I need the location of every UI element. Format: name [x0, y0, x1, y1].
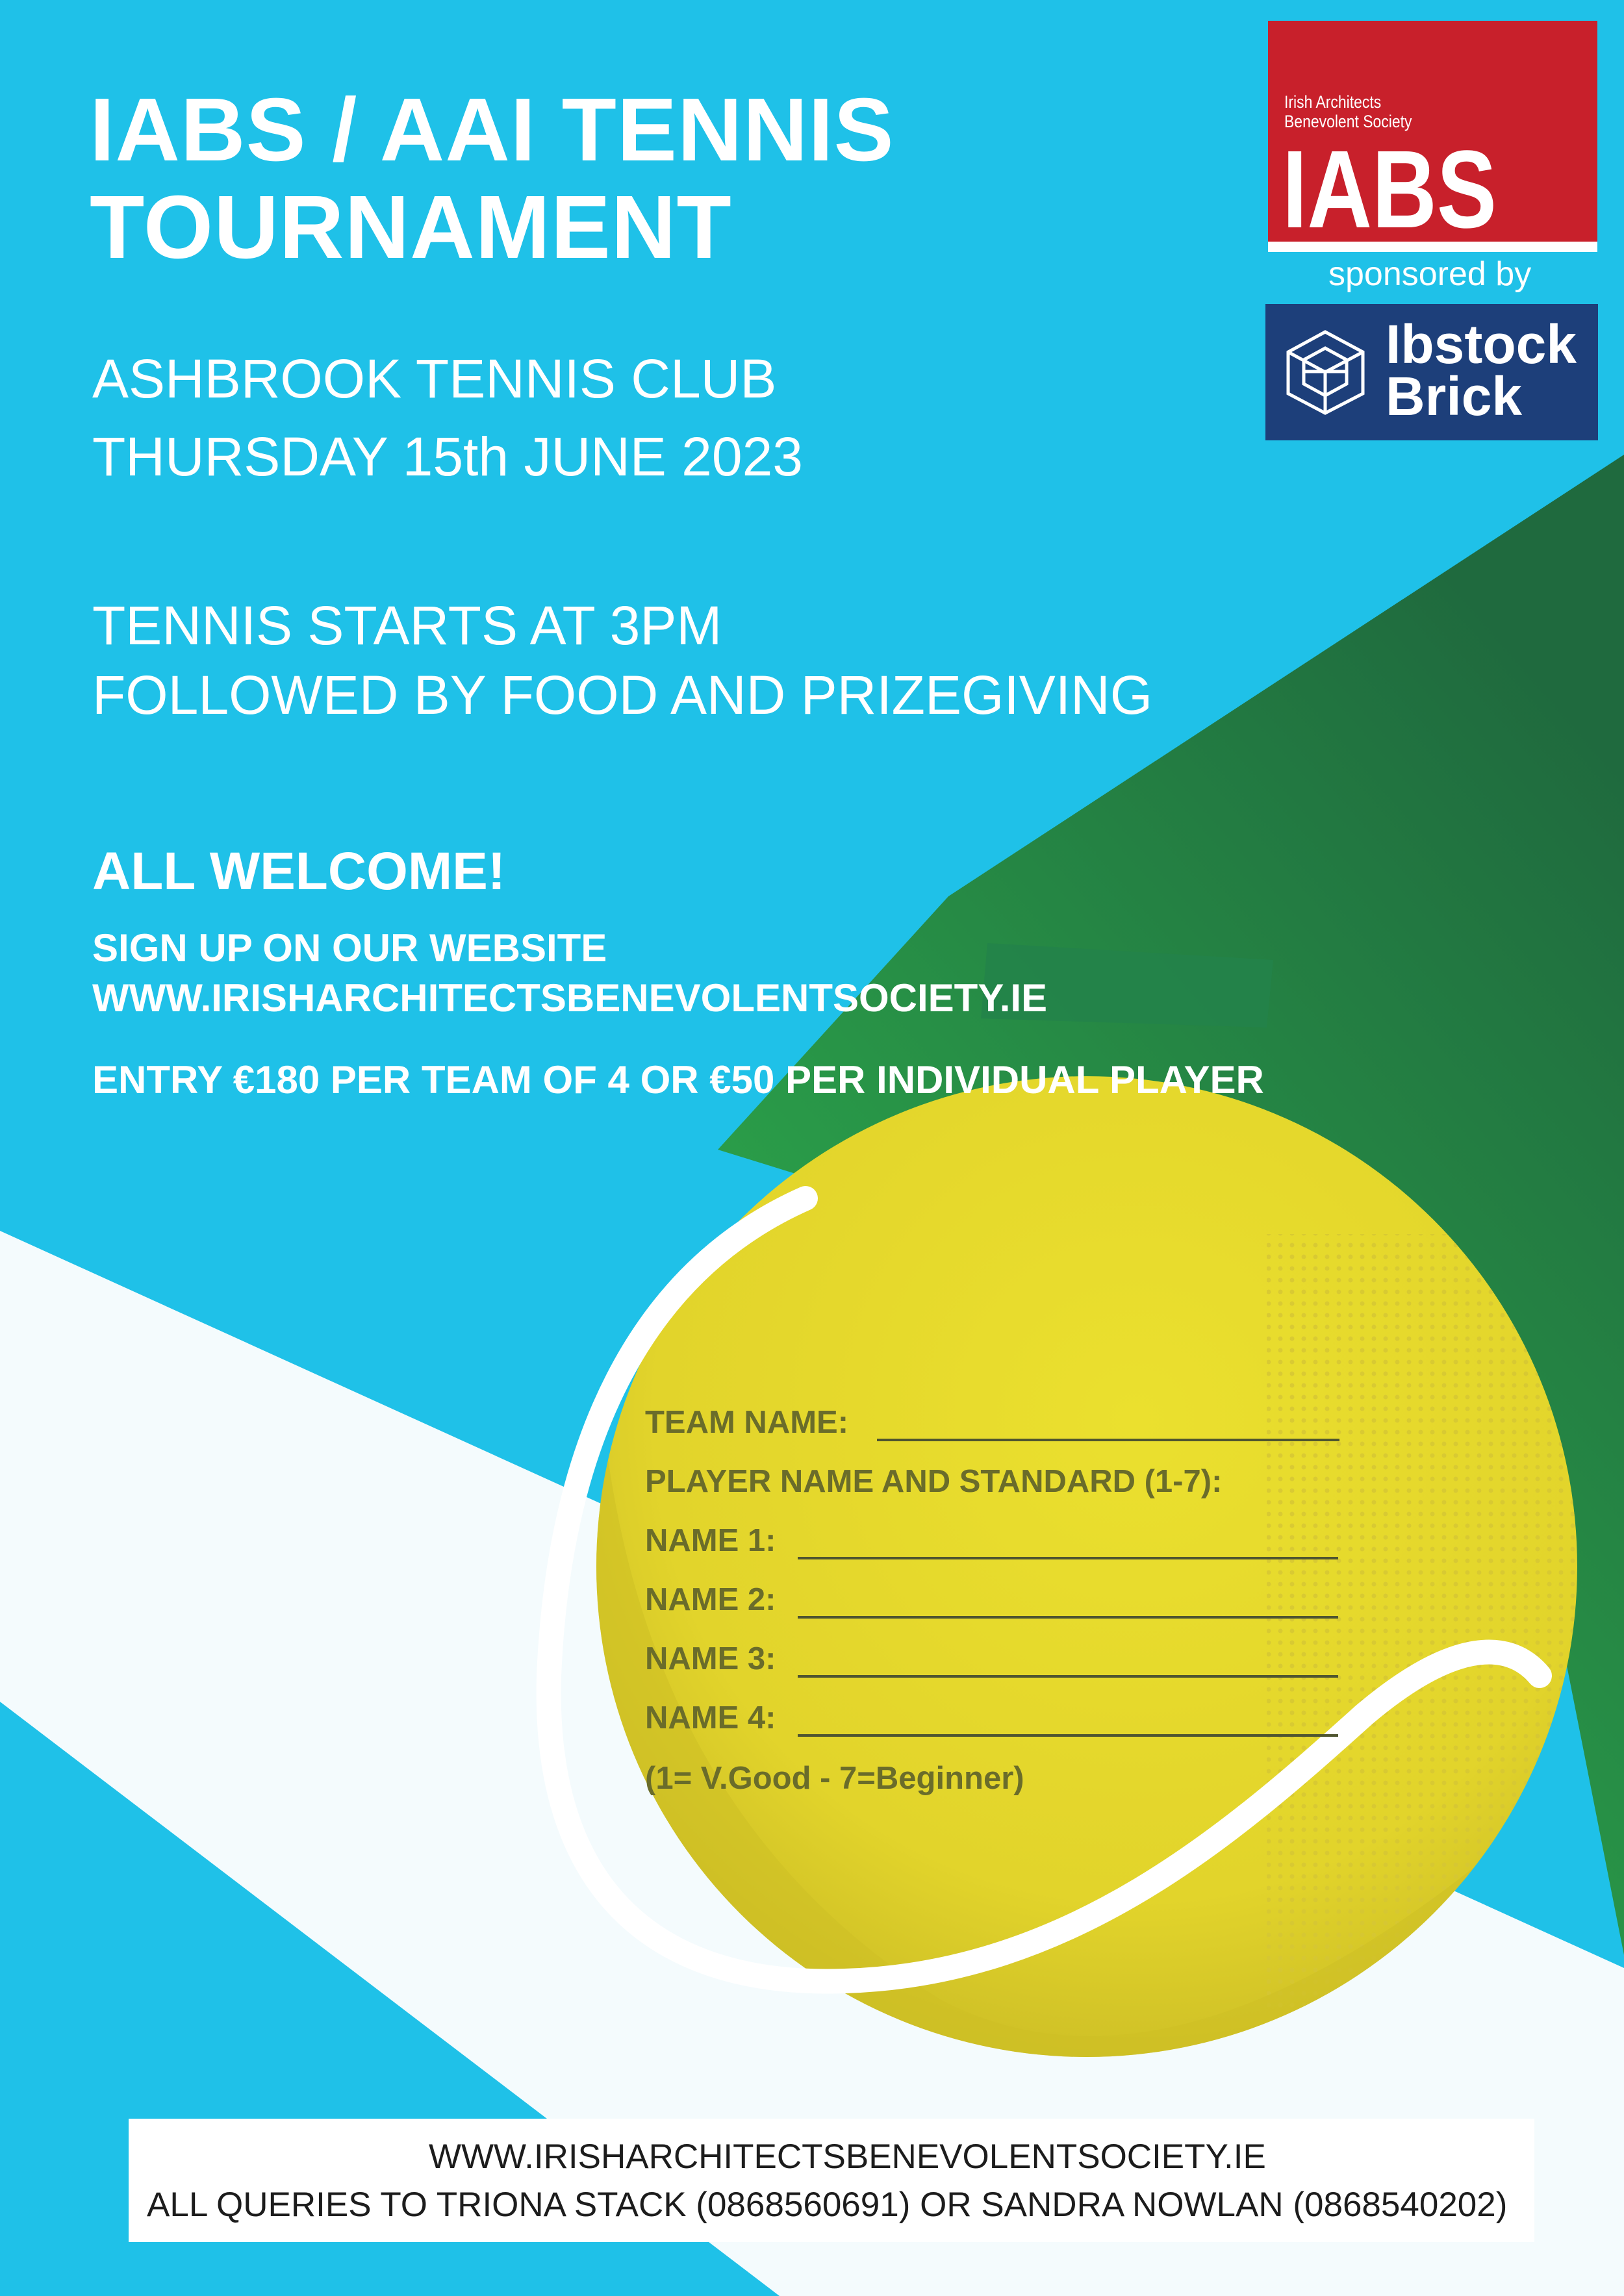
- iabs-logo-line-2: Benevolent Society: [1284, 112, 1412, 131]
- event-date: THURSDAY 15th JUNE 2023: [92, 426, 804, 487]
- start-time: TENNIS STARTS AT 3PM: [92, 595, 722, 656]
- name-2-field[interactable]: [798, 1616, 1338, 1619]
- venue: ASHBROOK TENNIS CLUB: [92, 348, 777, 409]
- footer-box: [129, 2119, 1534, 2242]
- name-3-field[interactable]: [798, 1675, 1338, 1678]
- ibstock-cube-icon: [1282, 329, 1369, 416]
- iabs-logo-line-1: Irish Architects: [1284, 92, 1382, 112]
- entry-fee: ENTRY €180 PER TEAM OF 4 OR €50 PER INDIVIDUAL PLAYER: [92, 1058, 1264, 1102]
- ibstock-line-1: Ibstock: [1386, 314, 1577, 375]
- name-2-label: NAME 2:: [645, 1582, 776, 1617]
- title-line-1: IABS / AAI TENNIS: [90, 80, 894, 180]
- ibstock-brick-logo: [1265, 304, 1598, 440]
- iabs-logo-bar: [1268, 242, 1597, 252]
- name-4-label: NAME 4:: [645, 1700, 776, 1735]
- player-heading: PLAYER NAME AND STANDARD (1-7):: [645, 1464, 1223, 1499]
- name-3-label: NAME 3:: [645, 1641, 776, 1676]
- footer-queries: ALL QUERIES TO TRIONA STACK (0868560691) OR SANDRA NOWLAN (0868540202): [147, 2186, 1508, 2224]
- team-name-label: TEAM NAME:: [645, 1405, 849, 1440]
- page-title: [90, 81, 894, 276]
- iabs-logo: [1268, 21, 1597, 252]
- welcome-text: ALL WELCOME!: [92, 842, 506, 901]
- name-4-field[interactable]: [798, 1734, 1338, 1737]
- ibstock-brand: [1386, 314, 1577, 427]
- title-line-2: TOURNAMENT: [90, 177, 732, 277]
- sponsored-by: sponsored by: [1328, 255, 1532, 293]
- standard-scale-note: (1= V.Good - 7=Beginner): [645, 1761, 1024, 1796]
- iabs-wordmark: [1282, 144, 1581, 232]
- ibstock-line-2: Brick: [1386, 366, 1523, 427]
- name-1-label: NAME 1:: [645, 1523, 776, 1558]
- signup-website: WWW.IRISHARCHITECTSBENEVOLENTSOCIETY.IE: [92, 976, 1048, 1020]
- iabs-wordmark-text: IABS: [1282, 144, 1497, 232]
- followed-by: FOLLOWED BY FOOD AND PRIZEGIVING: [92, 664, 1153, 725]
- team-name-field[interactable]: [877, 1439, 1339, 1441]
- footer-website: WWW.IRISHARCHITECTSBENEVOLENTSOCIETY.IE: [429, 2138, 1266, 2176]
- signup-line: SIGN UP ON OUR WEBSITE: [92, 926, 607, 970]
- name-1-field[interactable]: [798, 1557, 1338, 1559]
